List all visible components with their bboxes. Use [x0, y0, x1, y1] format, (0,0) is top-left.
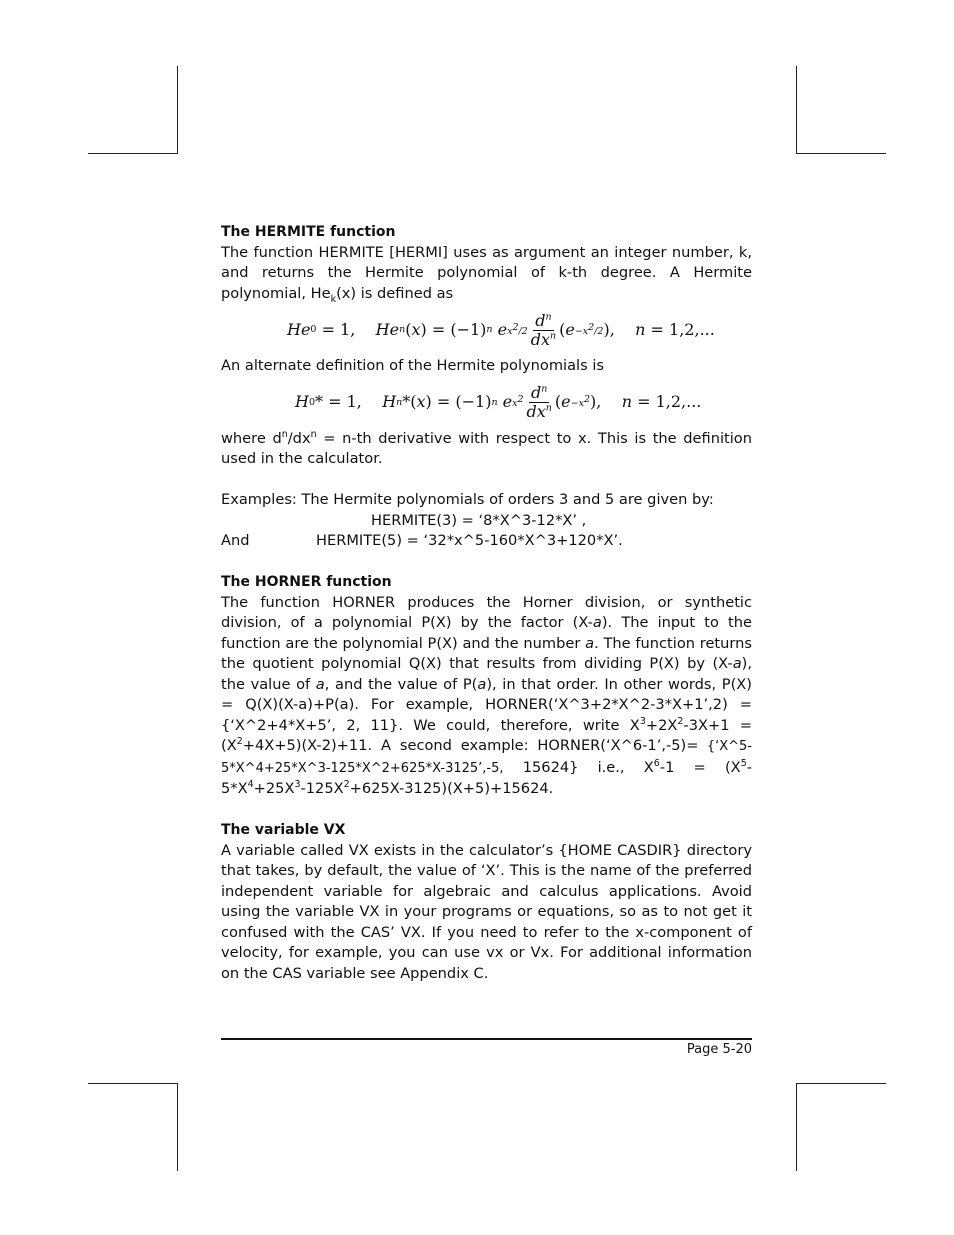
hermite-equation-1: He 0 = 1, He n ( x ) = (−1) n e $x^2/2$ $\frac{d^n}{dx^n}$ ( e $-x^2/2$ ), n = 1,2,... [287, 310, 715, 349]
crop-mark [796, 1083, 797, 1171]
crop-mark [88, 153, 178, 154]
crop-mark [796, 66, 797, 154]
hermite-intro: The function HERMITE [HERMI] uses as argument an integer number, k, and returns the Hermite polynomial of k-th degree. A Hermite polynomial, $He_k(x)$ is defined as [221, 243, 752, 305]
crop-mark [796, 153, 886, 154]
hermite-examples: Examples: The Hermite polynomials of orders 3 and 5 are given by: [221, 491, 714, 508]
hermite-alternate: An alternate definition of the Hermite polynomials is [221, 357, 605, 374]
crop-mark [177, 1083, 178, 1171]
page-number: Page 5-20 [686, 1042, 752, 1057]
horner-body: The function HORNER produces the Horner division, or synthetic division, of a polynomial P(X) by the factor (X-a). The input to the function are the polynomial P(X) and the number a. The function returns the quotient polynomial Q(X) that results from dividing P(X) by (X-a), the value of a, and the value of P(a), in that order. In other words, P(X) = Q(X)(X-a)+P(a). For example, HORNER(‘X^3+2*X^2-3*X+1’,2) = {‘X^2+4*X+5’, 2, 11}. We could, therefore, write $X^3+2X^2-3X+1 = (X^2+4X+5)(X-2)+11$. A second example: HORNER(‘X^6-1’,-5)= {‘X^5-5*X^4+25*X^3-125*X^2+625*X-3125’,-5, 15624} i.e., $X^6-1 = (X^5-5*X^4+25X^3-125X^2+625X-3125)(X+5)+15624$. [221, 593, 753, 797]
hermite-example-2: HERMITE(5) = ‘32*x^5-160*X^3+120*X’. [316, 532, 623, 549]
hermite-heading: The HERMITE function [221, 224, 396, 240]
vx-heading: The variable VX [221, 822, 346, 838]
hermite-equation-2: H 0 * = 1, H n *( x ) = (−1) n e $x^2$ $\frac{d^n}{dx^n}$ ( e $-x^2$ ), n = 1,2,... [295, 383, 702, 421]
and-label: And [221, 532, 250, 549]
crop-mark [88, 1083, 178, 1084]
crop-mark [796, 1083, 886, 1084]
page-content [221, 222, 752, 984]
horner-heading: The HORNER function [221, 574, 392, 590]
footer-rule [221, 1038, 752, 1040]
vx-body: A variable called VX exists in the calculator’s {HOME CASDIR} directory that takes, by default, the value of ‘X’. This is the name of the preferred independent variable for algebraic and calculus applications. Avoid using the variable VX in your programs or equations, so as to not get it confused with the CAS’ VX. If you need to refer to the x-component of velocity, for example, you can use vx or Vx. For additional information on the CAS variable see Appendix C. [221, 841, 752, 982]
hermite-example-2-row [221, 531, 752, 552]
hermite-example-1: HERMITE(3) = ‘8*X^3-12*X’ , [371, 511, 587, 529]
hermite-where: where $d^n/dx^n = n-th$ derivative with respect to x. This is the definition used in the calculator. [221, 428, 752, 467]
crop-mark [177, 66, 178, 154]
